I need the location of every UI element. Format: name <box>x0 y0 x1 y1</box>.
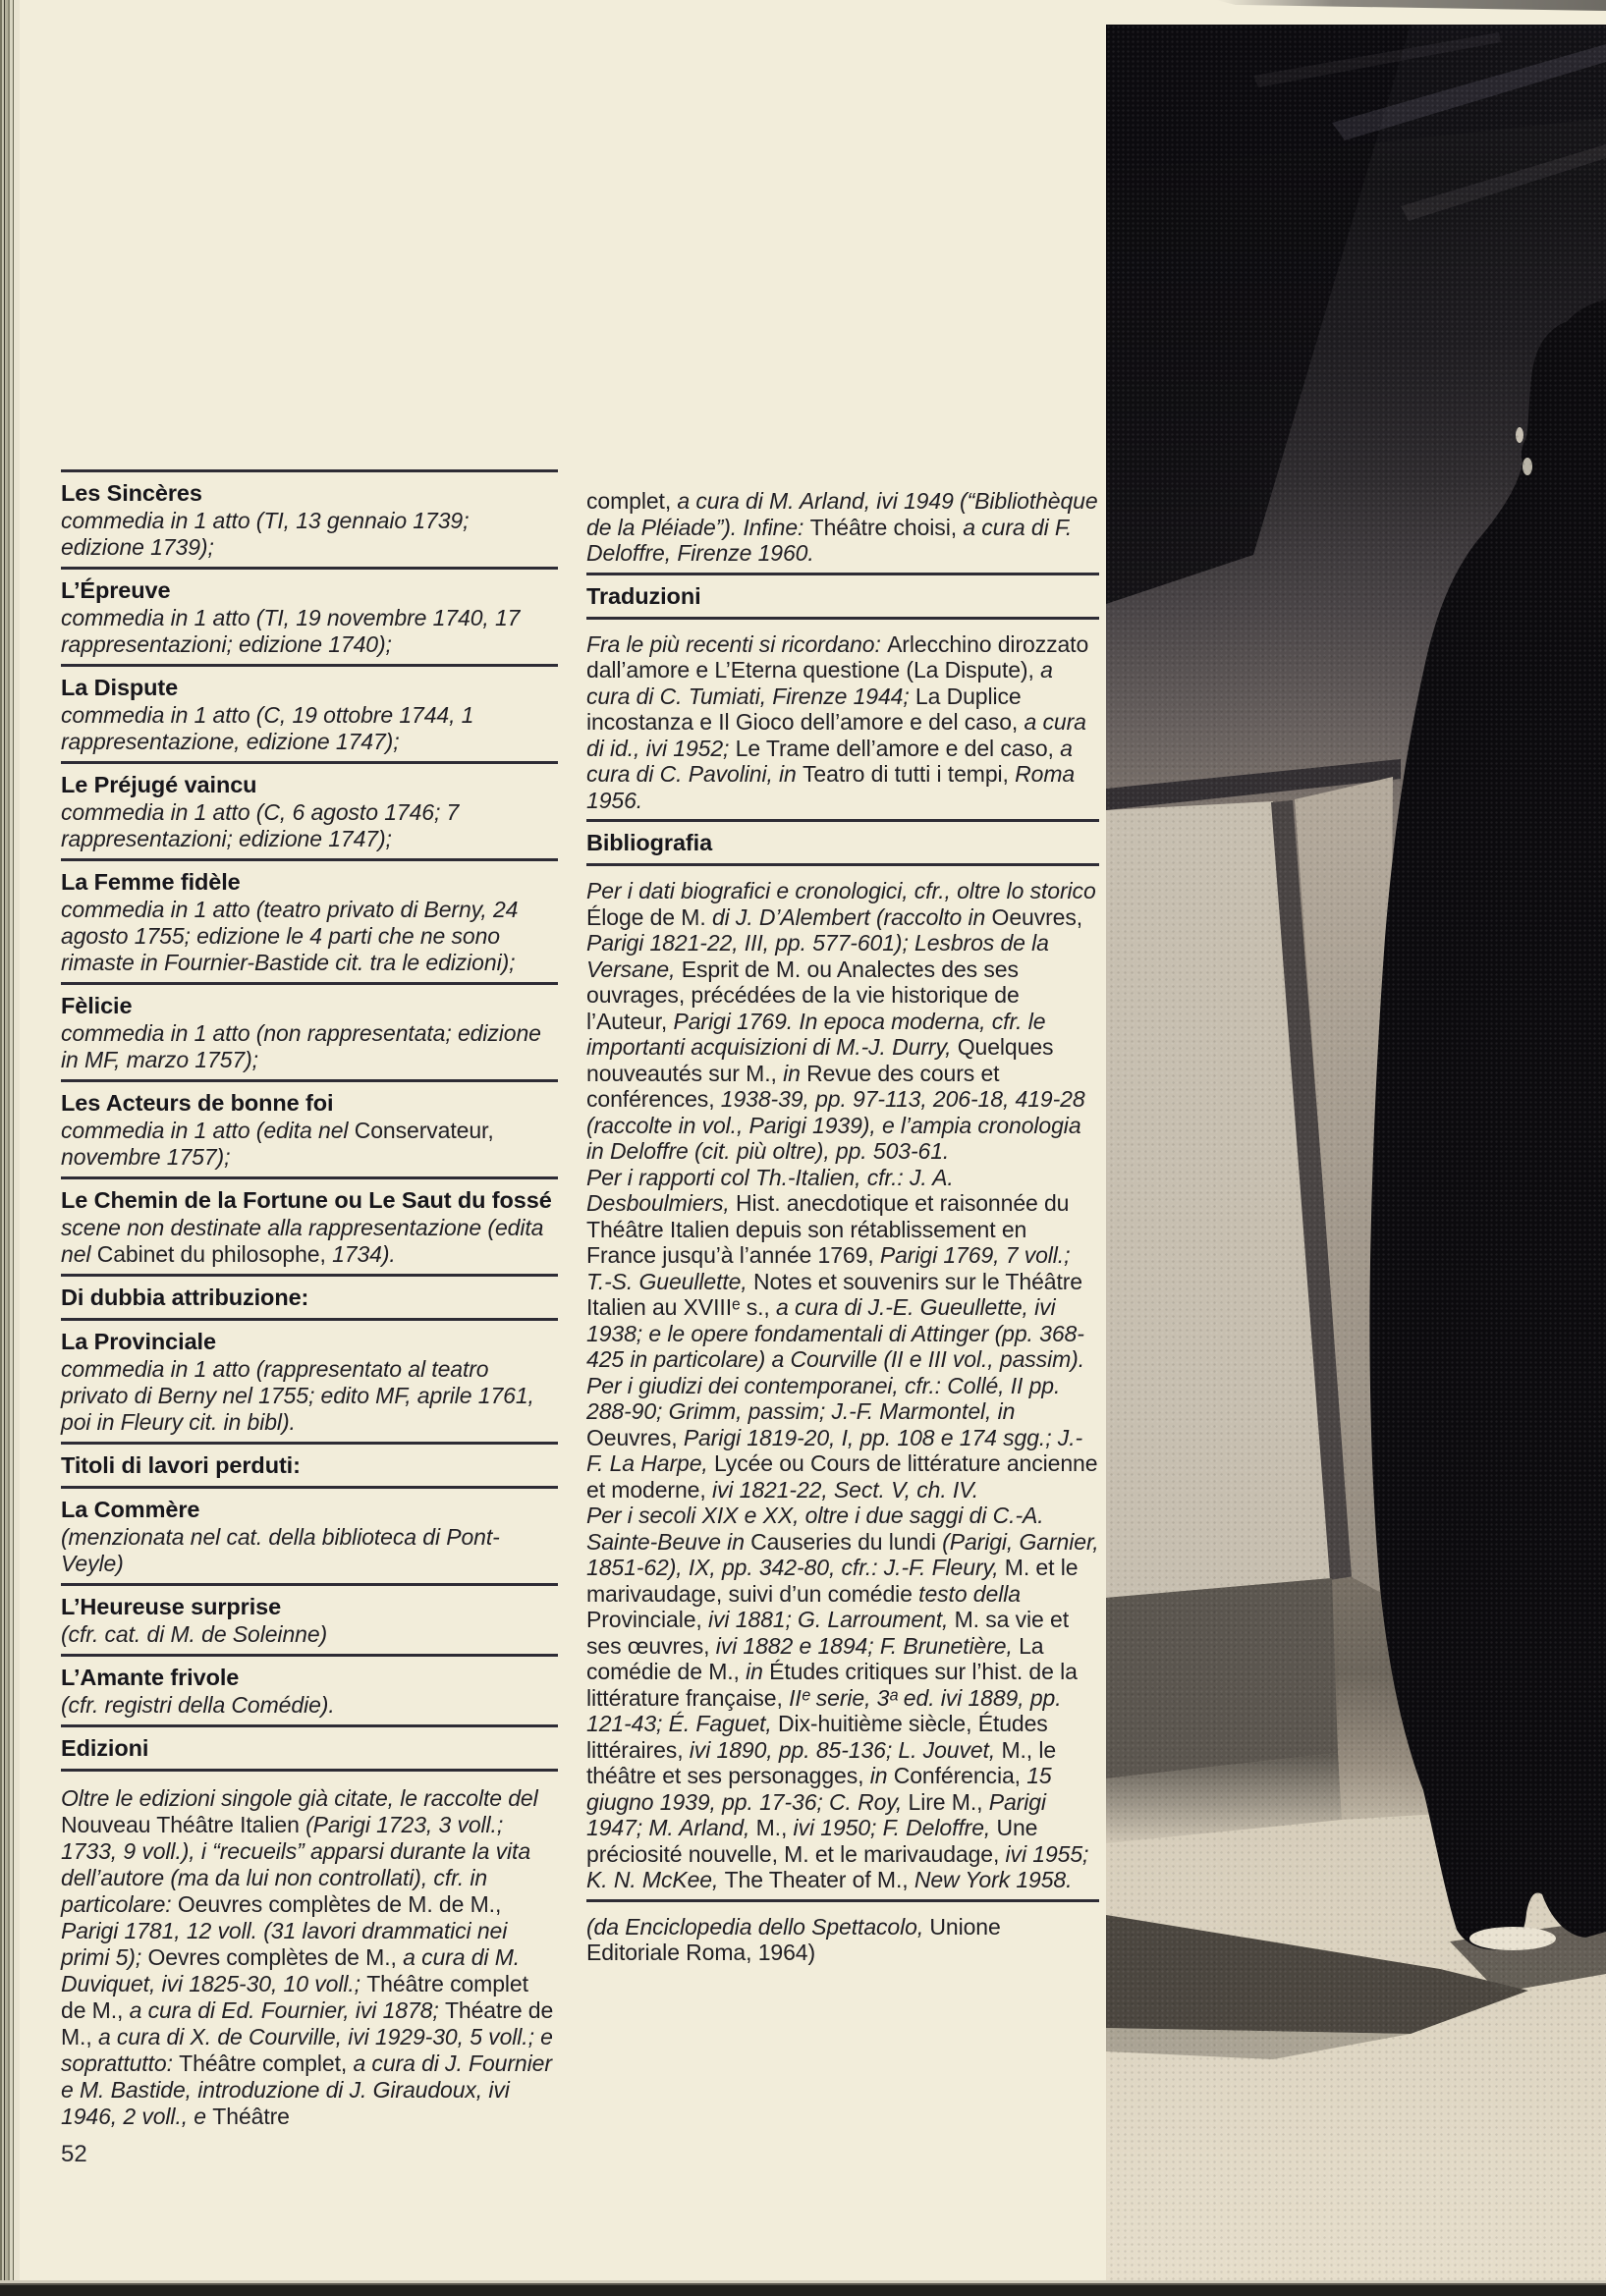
heel-highlight <box>1469 1927 1556 1950</box>
bibliography-paragraph: Per i dati biografici e cronologici, cfr., oltre lo storico Éloge de M. di J. D’Alembert (raccolto in Oeuvres, Parigi 1821-22, III, pp. 577-601); Lesbros de la Versane, Esprit de M. ou Analectes des ses ouvrages, précédées de la vie historique de l’Auteur, Parigi 1769. In epoca moderna, cfr. le importanti acquisizioni di M.-J. Durry, Quelques nouveautés sur M., in Revue des cours et conférences, 1938-39, pp. 97-113, 206-18, 419-28 (raccolte in vol., Parigi 1939), e l’ampia cronologia in Deloffre (cit. più oltre), pp. 503-61. <box>586 878 1096 1164</box>
stage-photograph <box>1106 25 1606 2283</box>
work-title: L’Amante frivole <box>61 1665 240 1690</box>
section-rule <box>586 617 1099 620</box>
page-number: 52 <box>61 2141 87 2167</box>
section-rule <box>61 1176 558 1179</box>
section-rule <box>61 1442 558 1445</box>
work-description: commedia in 1 atto (TI, 13 gennaio 1739; edizione 1739); <box>61 508 470 560</box>
translations-paragraph: Fra le più recenti si ricordano: Arlecchino dirozzato dall’amore e L’Eterna questione (La Dispute), a cura di C. Tumiati, Firenze 1944; La Duplice incostanza e Il Gioco dell’amore e del caso, a cura di id., ivi 1952; Le Trame dell’amore e del caso, a cura di C. Pavolini, in Teatro di tutti i tempi, Roma 1956. <box>586 630 1089 813</box>
section-rule <box>61 1724 558 1727</box>
section-rule <box>61 1318 558 1321</box>
work-title: L’Heureuse surprise <box>61 1594 282 1619</box>
heading-bibliografia: Bibliografia <box>586 830 713 855</box>
bibliography-column <box>586 488 1099 1966</box>
group-heading-editions: Edizioni <box>61 1735 149 1761</box>
section-rule <box>61 858 558 861</box>
section-rule <box>61 469 558 472</box>
neck-catchlight <box>1523 458 1532 475</box>
stage-photograph-art <box>1106 25 1606 2283</box>
section-rule <box>61 1486 558 1489</box>
work-description: (cfr. registri della Comédie). <box>61 1692 335 1718</box>
page-bottom-edge <box>0 2280 1606 2296</box>
work-description: (cfr. cat. di M. de Soleinne) <box>61 1621 328 1647</box>
work-description: commedia in 1 atto (C, 6 agosto 1746; 7 rappresentazioni; edizione 1747); <box>61 799 460 851</box>
section-rule <box>586 1899 1099 1902</box>
work-description: commedia in 1 atto (edita nel Conservateur, novembre 1757); <box>61 1118 494 1170</box>
section-rule <box>61 1769 558 1772</box>
section-rule <box>586 863 1099 866</box>
section-rule <box>61 567 558 570</box>
work-title: Les Sincères <box>61 480 202 506</box>
work-title: Le Préjugé vaincu <box>61 772 257 797</box>
continuation-paragraph: complet, a cura di M. Arland, ivi 1949 (“Bibliothèque de la Pléiade”). Infine: Théâtre choisi, a cura di F. Deloffre, Firenze 1960. <box>586 488 1098 566</box>
work-title: La Commère <box>61 1497 200 1522</box>
section-rule <box>61 761 558 764</box>
work-description: commedia in 1 atto (teatro privato di Berny, 24 agosto 1755; edizione le 4 parti che ne sono rimaste in Fournier-Bastide cit. tra le edizioni); <box>61 897 519 975</box>
work-description: scene non destinate alla rappresentazione (edita nel Cabinet du philosophe, 1734). <box>61 1215 544 1267</box>
section-rule <box>586 573 1099 575</box>
work-description: (menzionata nel cat. della biblioteca di Pont-Veyle) <box>61 1524 500 1576</box>
editions-paragraph: Oltre le edizioni singole già citate, le raccolte del Nouveau Théâtre Italien (Parigi 1723, 3 voll.; 1733, 9 voll.), i “recueils” apparsi durante la vita dell’autore (ma da lui non controllati), cfr. in particolare: Oeuvres complètes de M. de M., Parigi 1781, 12 voll. (31 lavori drammatici nei primi 5); Oevres complètes de M., a cura di M. Duviquet, ivi 1825-30, 10 voll.; Théâtre complet de M., a cura di Ed. Fournier, ivi 1878; Théatre de M., a cura di X. de Courville, ivi 1929-30, 5 voll.; e soprattutto: Théâtre complet, a cura di J. Fournier e M. Bastide, introduzione di J. Giraudoux, ivi 1946, 2 voll., e Théâtre <box>61 1785 554 2129</box>
neck-catchlight <box>1516 427 1523 443</box>
section-rule <box>61 1654 558 1657</box>
group-heading-dubious-attribution: Di dubbia attribuzione: <box>61 1285 309 1310</box>
bibliography-paragraph: Per i secoli XIX e XX, oltre i due saggi di C.-A. Sainte-Beuve in Causeries du lundi (Parigi, Garnier, 1851-62), IX, pp. 342-80, cfr.: J.-F. Fleury, M. et le marivaudage, suivi d’un comédie testo della Provinciale, ivi 1881; G. Larroument, M. sa vie et ses œuvres, ivi 1882 e 1894; F. Brunetière, La comédie de M., in Études critiques sur l’hist. de la littérature française, IIᵉ serie, 3ᵃ ed. ivi 1889, pp. 121-43; É. Faguet, Dix-huitième siècle, Études littéraires, ivi 1890, pp. 85-136; L. Jouvet, M., le théâtre et ses personagges, in Conférencia, 15 giugno 1939, pp. 17-36; C. Roy, Lire M., Parigi 1947; M. Arland, M., ivi 1950; F. Deloffre, Une préciosité nouvelle, M. et le marivaudage, ivi 1955; K. N. McKee, The Theater of M., New York 1958. <box>586 1503 1099 1892</box>
section-rule <box>61 1274 558 1277</box>
work-description: commedia in 1 atto (TI, 19 novembre 1740, 17 rappresentazioni; edizione 1740); <box>61 605 521 657</box>
work-description: commedia in 1 atto (rappresentato al teatro privato di Berny nel 1755; edito MF, aprile 1761, poi in Fleury cit. in bibl). <box>61 1356 534 1435</box>
lower-wall <box>1106 1578 1338 1778</box>
work-title: La Femme fidèle <box>61 869 241 895</box>
work-title: La Provinciale <box>61 1329 216 1354</box>
section-rule <box>586 819 1099 822</box>
source-note: (da Enciclopedia dello Spettacolo, Unione Editoriale Roma, 1964) <box>586 1913 1001 1965</box>
work-title: L’Épreuve <box>61 577 171 603</box>
group-heading-lost-works: Titoli di lavori perduti: <box>61 1452 301 1478</box>
section-rule <box>61 664 558 667</box>
work-title: Le Chemin de la Fortune ou Le Saut du fossé <box>61 1187 552 1213</box>
section-rule <box>61 1079 558 1082</box>
section-rule <box>61 1583 558 1586</box>
heading-traduzioni: Traduzioni <box>586 582 701 609</box>
section-rule <box>61 982 558 985</box>
scanner-edge-artifact <box>1216 0 1606 11</box>
book-binding-edge <box>0 0 20 2296</box>
work-title: La Dispute <box>61 675 179 700</box>
bibliography-paragraph: Per i rapporti col Th.-Italien, cfr.: J. A. Desboulmiers, Hist. anecdotique et raisonnée du Théâtre Italien depuis son rétablissement en France jusqu’à l’année 1769, Parigi 1769, 7 voll.; T.-S. Gueullette, Notes et souvenirs sur le Théâtre Italien au XVIIIᵉ s., a cura di J.-E. Gueullette, ivi 1938; e le opere fondamentali di Attinger (pp. 368-425 in particolare) a Courville (II e III vol., passim). <box>586 1164 1084 1372</box>
work-title: Les Acteurs de bonne foi <box>61 1090 334 1116</box>
work-description: commedia in 1 atto (C, 19 ottobre 1744, 1 rappresentazione, edizione 1747); <box>61 702 474 754</box>
work-description: commedia in 1 atto (non rappresentata; edizione in MF, marzo 1757); <box>61 1020 541 1072</box>
works-column <box>61 469 558 2167</box>
work-title: Fèlicie <box>61 993 133 1018</box>
bibliography-paragraph: Per i giudizi dei contemporanei, cfr.: Collé, II pp. 288-90; Grimm, passim; J.-F. Marmontel, in Oeuvres, Parigi 1819-20, I, pp. 108 e 174 sgg.; J.-F. La Harpe, Lycée ou Cours de littérature ancienne et moderne, ivi 1821-22, Sect. V, ch. IV. <box>586 1372 1098 1503</box>
